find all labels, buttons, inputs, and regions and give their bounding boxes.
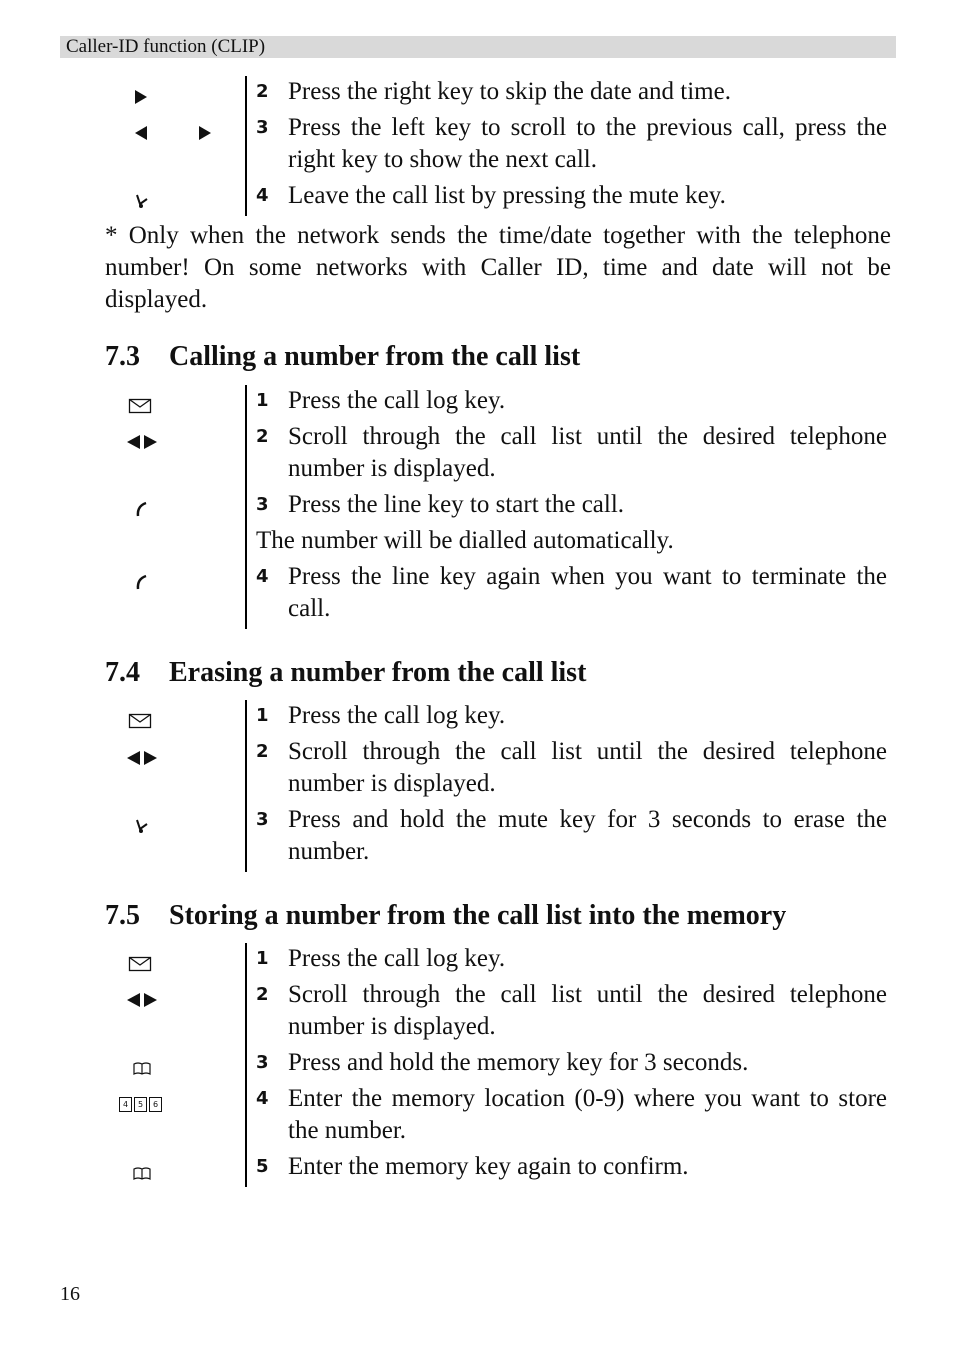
page-number: 16 [60,1283,80,1305]
step-text: Press and hold the mute key for 3 seconds to erase the number. [288,806,887,865]
step [256,489,895,525]
left-right-arrows-icon [127,993,157,1007]
step [256,700,895,736]
top-steps [105,76,895,216]
step-number: 2 [256,741,269,762]
keypad-key: 6 [149,1097,162,1112]
step-text: Scroll through the call list until the desired telephone number is displayed. [288,981,887,1040]
step-text: Press the call log key. [288,387,506,414]
step [256,385,895,421]
section-7-5-steps [105,943,895,1187]
step-number: 3 [256,1052,269,1073]
step [256,736,895,804]
step-number: 2 [256,984,269,1005]
right-arrow-icon [135,90,147,104]
keypad-key: 5 [134,1097,147,1112]
step-text: Press the right key to skip the date and time. [288,78,731,105]
left-right-arrows-icon [127,751,157,765]
step-text: Leave the call list by pressing the mute key. [288,182,726,209]
step-text: Enter the memory key again to confirm. [288,1153,689,1180]
step-number: 5 [256,1156,269,1177]
section-number: 7.4 [105,657,140,688]
step [256,804,895,872]
keypad-key: 4 [119,1097,132,1112]
section-number: 7.5 [105,900,140,931]
step-text: Press the line key again when you want to terminate the call. [288,563,887,622]
step-number: 1 [256,390,269,411]
step-number: 3 [256,117,269,138]
step-number: 3 [256,809,269,830]
right-arrow-icon [199,126,211,140]
step-number: 2 [256,426,269,447]
envelope-icon [129,957,151,971]
left-arrow-icon [135,126,147,140]
section-heading-7-5 [105,899,786,933]
step-number: 4 [256,566,269,587]
envelope-icon [129,399,151,413]
step [256,112,895,180]
section-title: Calling a number from the call list [169,341,581,372]
step-number: 4 [256,1088,269,1109]
step [256,1151,895,1187]
step-text: Press the call log key. [288,702,506,729]
step-text: Press and hold the memory key for 3 seconds. [288,1049,749,1076]
step [256,979,895,1047]
section-title: Storing a number from the call list into the memory [169,900,787,931]
step-text: Press the left key to scroll to the previous call, press the right key to show the next call. [288,114,887,173]
step [256,561,895,629]
step-number: 3 [256,494,269,515]
section-heading-7-3 [105,340,580,374]
step-text: Enter the memory location (0-9) where you want to store the number. [288,1085,887,1144]
keypad-keys-icon [119,1097,162,1112]
section-title: Erasing a number from the call list [169,657,587,688]
step-text: Press the line key to start the call. [288,491,625,518]
step [256,180,895,216]
section-7-3-steps [105,385,895,629]
step-number: 2 [256,81,269,102]
memory-book-icon [133,1167,151,1181]
mute-icon [135,193,149,209]
phone-line-icon [135,501,149,517]
step-number: 4 [256,185,269,206]
section-7-4-steps [105,700,895,872]
step-text: Scroll through the call list until the desired telephone number is displayed. [288,423,887,482]
memory-book-icon [133,1062,151,1076]
section-heading-7-4 [105,656,586,690]
page-header [60,36,896,58]
footnote: * Only when the network sends the time/date together with the telephone number! On some networks with Caller ID, time and date will not be displayed. [105,222,891,313]
top-steps-block [105,76,895,216]
step-number: 1 [256,705,269,726]
envelope-icon [129,714,151,728]
phone-line-icon [135,574,149,590]
left-right-arrows-icon [127,435,157,449]
step-number: 1 [256,948,269,969]
section-number: 7.3 [105,341,140,372]
header-title: Caller-ID function (CLIP) [66,36,266,57]
mute-icon [135,818,149,834]
step-note: The number will be dialled automatically. [256,527,674,554]
step [256,76,895,112]
step-text: Press the call log key. [288,945,506,972]
step-text: Scroll through the call list until the desired telephone number is displayed. [288,738,887,797]
step [256,1047,895,1083]
step [256,943,895,979]
step [256,1083,895,1151]
step [256,421,895,489]
